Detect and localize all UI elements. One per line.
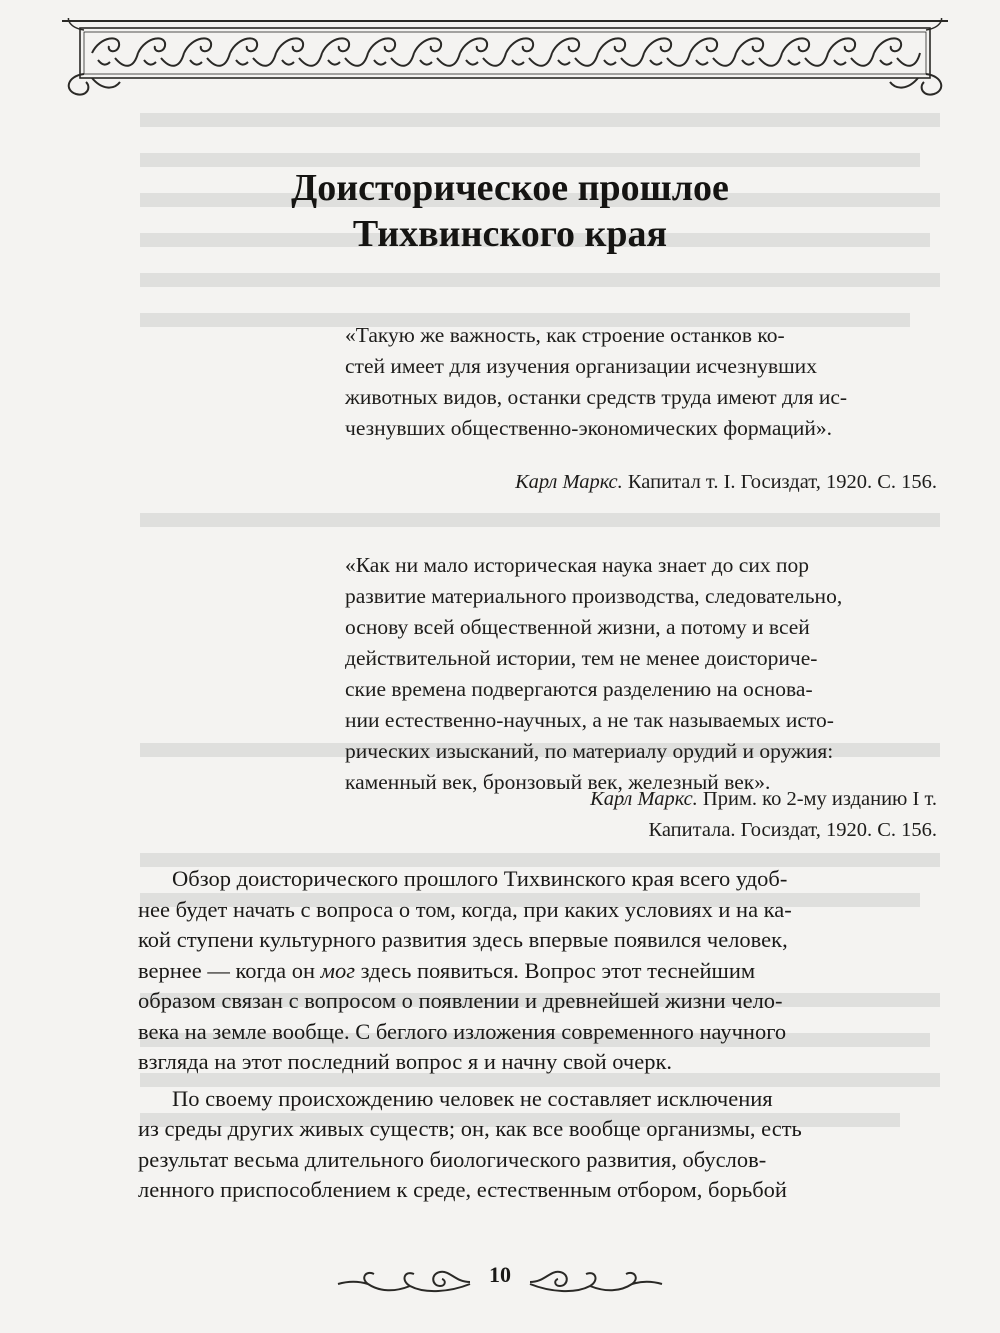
paragraph-line: взгляда на этот последний вопрос я и начну свой очерк. xyxy=(138,1049,673,1074)
vine-leaf xyxy=(282,60,294,65)
vine-leaf xyxy=(374,60,386,65)
paragraph-line: результат весьма длительного биологического развития, обуслов- xyxy=(138,1146,767,1172)
vine-leaf xyxy=(558,60,570,65)
epigraph-1-author: Карл Маркс. xyxy=(515,471,623,493)
epigraph-2-source-2: Капитала. Госиздат, 1920. С. 156. xyxy=(648,819,937,841)
paragraph-line: По своему происхождению человек не составляет исключения xyxy=(172,1085,773,1111)
epigraph-1-line: стей имеет для изучения организации исчезнувших xyxy=(345,354,817,378)
emphasis-word: мог xyxy=(320,957,356,983)
vine-leaf xyxy=(650,60,662,65)
epigraph-2 xyxy=(345,550,937,798)
epigraph-2-author: Карл Маркс. xyxy=(590,788,698,810)
paragraph-line: века на земле вообще. С беглого изложения современного научного xyxy=(138,1018,787,1044)
epigraph-1-line: чезнувших общественно-экономических формаций». xyxy=(345,416,833,440)
epigraph-2-attribution-line-1 xyxy=(345,784,937,815)
paragraph-line: из среды других живых существ; он, как все вообще организмы, есть xyxy=(138,1116,802,1141)
paragraph-line: кой ступени культурного развития здесь впервые появился человек, xyxy=(138,927,788,952)
epigraph-2-source-1: Прим. ко 2-му изданию I т. xyxy=(697,788,937,810)
vine-leaf xyxy=(236,60,248,65)
text-run: здесь появиться. Вопрос этот теснейшим xyxy=(355,957,756,983)
epigraph-1-source: Капитал т. I. Госиздат, 1920. С. 156. xyxy=(622,471,937,493)
chapter-title-line-1: Доисторическое прошлое xyxy=(291,167,729,209)
vine-leaf xyxy=(834,60,846,65)
paragraph-line: нее будет начать с вопроса о том, когда, при каких условиях и на ка- xyxy=(138,896,792,922)
epigraph-2-line: рических изысканий, по материалу орудий и оружия: xyxy=(345,739,834,763)
vine-scroll-ornament-icon xyxy=(62,18,948,98)
vine-leaf xyxy=(144,60,156,65)
epigraph-2-line: нии естественно-научных, а не так называемых исто- xyxy=(345,708,834,732)
epigraph-2-line: развитие материального производства, следовательно, xyxy=(345,584,843,608)
epigraph-2-line: ские времена подвергаются разделению на основа- xyxy=(345,677,813,701)
epigraph-1-line: животных видов, останки средств труда имеют для ис- xyxy=(345,385,848,409)
epigraph-1 xyxy=(345,320,937,444)
paragraph-line: образом связан с вопросом о появлении и древнейшей жизни чело- xyxy=(138,988,783,1013)
vine-leaf xyxy=(512,60,524,65)
text-run: вернее — когда он xyxy=(138,957,321,983)
vine-leaf xyxy=(604,60,616,65)
vine-leaf xyxy=(788,60,800,65)
epigraph-1-attribution xyxy=(345,467,937,498)
epigraph-2-line: каменный век, бронзовый век, железный век». xyxy=(345,770,771,794)
vine-leaf xyxy=(880,60,892,65)
chapter-title-line-2: Тихвинского края xyxy=(352,213,668,255)
vine-leaf xyxy=(98,60,110,65)
page-number: 10 xyxy=(489,1262,511,1287)
vine-leaf xyxy=(328,60,340,65)
vine-leaf xyxy=(696,60,708,65)
body-text xyxy=(138,864,938,1206)
epigraph-2-line: действительной истории, тем не менее доисториче- xyxy=(345,646,818,670)
vine-leaf xyxy=(466,60,478,65)
vine-leaf xyxy=(420,60,432,65)
paragraph-line-with-emphasis xyxy=(138,956,938,987)
paragraph-line: Обзор доисторического прошлого Тихвинского края всего удоб- xyxy=(172,866,788,891)
epigraph-2-line: основу всей общественной жизни, а потому и всей xyxy=(345,615,810,639)
epigraph-2-line: «Как ни мало историческая наука знает до сих пор xyxy=(345,553,809,577)
paragraph-line: ленного приспособлением к среде, естественным отбором, борьбой xyxy=(138,1177,787,1202)
chapter-title xyxy=(160,165,860,257)
epigraph-2-attribution xyxy=(345,784,937,846)
vine-leaf xyxy=(190,60,202,65)
vine-leaf xyxy=(742,60,754,65)
epigraph-1-line: «Такую же важность, как строение останков ко- xyxy=(345,323,785,347)
